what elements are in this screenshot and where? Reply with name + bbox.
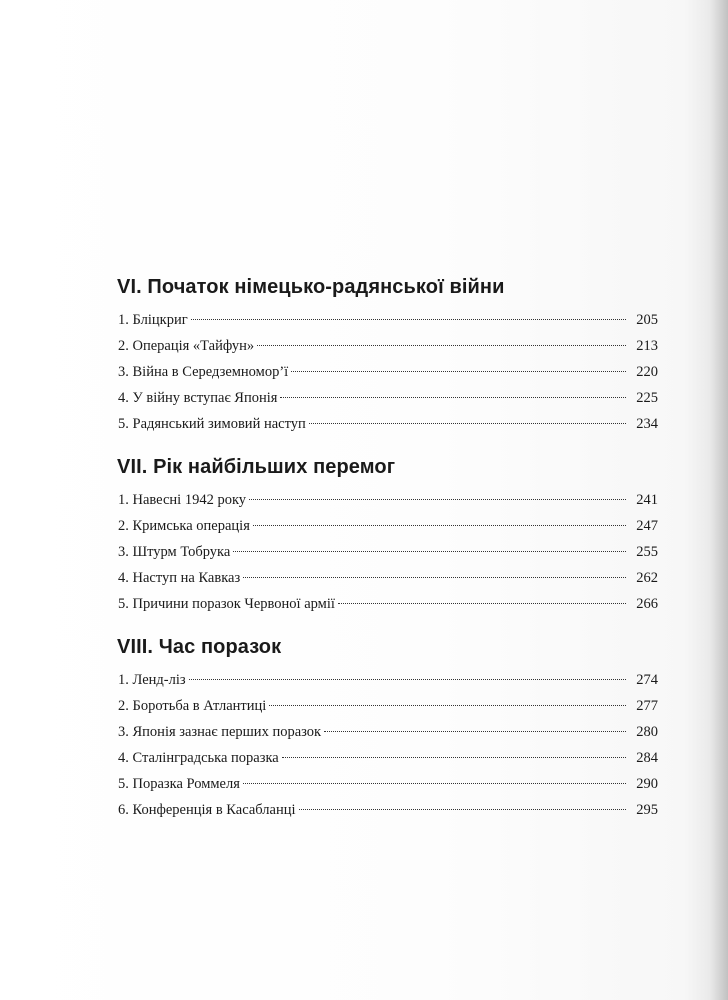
entry-label: 3. Війна в Середземномор’ї (118, 364, 289, 380)
entry-label: 4. Сталінградська поразка (118, 750, 279, 766)
entry-page-number: 277 (636, 698, 658, 714)
toc-entry (118, 565, 658, 591)
toc-entry (118, 513, 658, 539)
dot-leader (191, 319, 626, 320)
dot-leader (243, 783, 626, 784)
toc-section-vi (118, 274, 658, 437)
toc-entry (118, 591, 658, 617)
toc-entry (118, 385, 658, 411)
toc-entry (118, 693, 658, 719)
entry-label: 5. Поразка Роммеля (118, 776, 240, 792)
toc-entry (118, 797, 658, 823)
entry-page-number: 290 (636, 776, 658, 792)
page-edge-shadow (710, 0, 728, 1000)
entry-page-number: 234 (636, 416, 658, 432)
entry-label: 3. Японія зазнає перших поразок (118, 724, 322, 740)
dot-leader (249, 499, 626, 500)
entry-page-number: 295 (636, 802, 658, 818)
dot-leader (338, 603, 626, 604)
entry-label: 1. Ленд-ліз (118, 672, 186, 688)
entry-label: 5. Причини поразок Червоної армії (118, 596, 335, 612)
entry-label: 4. У війну вступає Японія (118, 390, 278, 406)
entry-page-number: 225 (636, 390, 658, 406)
table-of-contents (118, 274, 658, 840)
toc-entry (118, 359, 658, 385)
entry-page-number: 266 (636, 596, 658, 612)
toc-section-vii (118, 454, 658, 617)
toc-entry (118, 307, 658, 333)
toc-section-viii (118, 634, 658, 823)
dot-leader (243, 577, 626, 578)
dot-leader (324, 731, 626, 732)
dot-leader (309, 423, 626, 424)
dot-leader (189, 679, 626, 680)
toc-entry (118, 667, 658, 693)
dot-leader (253, 525, 626, 526)
entry-label: 5. Радянський зимовий наступ (118, 416, 306, 432)
dot-leader (299, 809, 627, 810)
entry-page-number: 280 (636, 724, 658, 740)
section-title: VII. Рік найбільших перемог (117, 456, 396, 478)
dot-leader (233, 551, 626, 552)
dot-leader (280, 397, 626, 398)
toc-entry (118, 539, 658, 565)
toc-entry (118, 719, 658, 745)
entry-label: 2. Кримська операція (118, 518, 250, 534)
toc-entry (118, 745, 658, 771)
toc-entry (118, 411, 658, 437)
dot-leader (291, 371, 626, 372)
entry-page-number: 205 (636, 312, 658, 328)
entry-label: 2. Боротьба в Атлантиці (118, 698, 267, 714)
dot-leader (269, 705, 626, 706)
entry-page-number: 274 (636, 672, 658, 688)
dot-leader (282, 757, 626, 758)
entry-page-number: 255 (636, 544, 658, 560)
toc-entry (118, 487, 658, 513)
entry-label: 2. Операція «Тайфун» (118, 338, 255, 354)
dot-leader (257, 345, 626, 346)
toc-entry (118, 771, 658, 797)
entry-label: 6. Конференція в Касабланці (118, 802, 296, 818)
section-title: VI. Початок німецько-радянської війни (117, 276, 505, 298)
entry-page-number: 241 (636, 492, 658, 508)
toc-entry (118, 333, 658, 359)
section-title: VIII. Час поразок (117, 636, 282, 658)
entry-label: 4. Наступ на Кавказ (118, 570, 241, 586)
entry-page-number: 284 (636, 750, 658, 766)
entry-page-number: 247 (636, 518, 658, 534)
entry-page-number: 220 (636, 364, 658, 380)
entry-page-number: 213 (636, 338, 658, 354)
entry-label: 3. Штурм Тобрука (118, 544, 231, 560)
entry-label: 1. Бліцкриг (118, 312, 188, 328)
entry-page-number: 262 (636, 570, 658, 586)
entry-label: 1. Навесні 1942 року (118, 492, 247, 508)
